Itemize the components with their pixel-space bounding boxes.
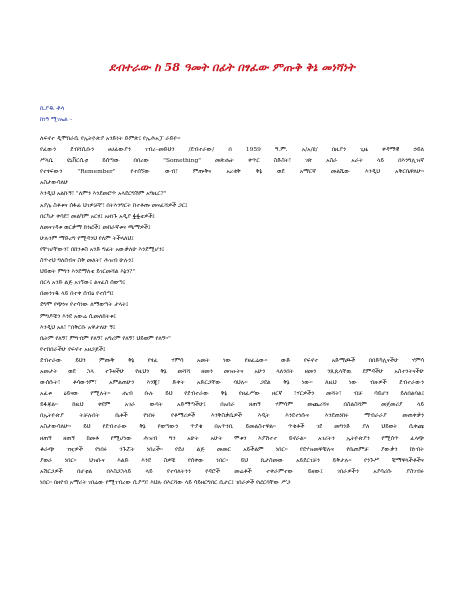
text-line: እንዲህ አለ፣ "በቅርቡ አዋታለሁ ኝ፤ [40,324,116,331]
text-line: የተከበራችሁ የፍኖተ አዘጋጆች፤ [40,346,106,353]
text-line: ሁሉንም ማድረግ የሚዳንህ የለም ትችላለህ፤ [40,235,134,242]
text-line: አስታውሳለሁ [40,180,69,187]
text-line: ስጥተህ ግለሰብና ስቅ መለት፣ ሕዝብ ሁሉን፤ [40,258,134,265]
text-line: ይፋጃል፡፡ ከዚህ ቀደም አገራ ውባት አድማጣችሁ፤ በአበራ ዘጠኝ ሃምሳም መጨረሻና በስልስሻም መጀመሪያ ላይ [40,402,424,409]
text-line: ደግሞ የጭነና የተሳነው ለማወጣት ታላት፤ [40,302,129,309]
text-line: ለፍኖተ ዲሞክራሲ የኢትዮጵያ አንድነት ድምጽ፤ የኢሕአፓ ራድዮ፡፡ [40,136,181,142]
author-name: ኪያዱ ቶላ [40,104,65,112]
text-line: ምግዶቹን እንደ አውሬ ሲመለከትቱ፤ [40,313,116,320]
article-body [40,134,424,489]
text-line: ደብተራው ይህን ምጡቅ ቅኔ የፃፈ ሃምሳ አመት ነው የዘፈሬው፡፡ ውድ የፍኖተ አድማጮች በበድካሊናችሁ ሃምሳ [40,357,424,364]
text-line: የተፃፍውን "Remember" የተሰኘው ውብ፣ ምጡቅና አረቂቅ ቅኔ ወደ አማርኛ መልሼው እንዲህ አቅርቤዋለሁ፡፡ [40,169,424,176]
text-line: ዘጠኝ ዘጠኝ ከመቶ የሚሆነው ሕዝብ ግን አሁት አሁት ሞቱን እያሽተተ ይኖራል፡፡ አገሪትን ኢትዮጵያን የሚሰጥ ፈላጭ [40,435,424,442]
text-line: አመታት ወደ ኋላ ተጉዛችሁ የዚህን ቅኔ መሻሻ ዘመን መዝኑትና አሁን ላለንበት ዘመን ንጹጹላቸዉ ደምዳችሁ አስተንትናችሁ [40,368,424,375]
text-line: በርላ አንድ ልጅ አገኘው፤ ልናፈስ ሰወጣ፤ [40,280,126,287]
text-line: ቤትም የለኝ፣ ምግብም የለኝ፣ አግሪም የለኝ፣ ህይወም የለኝ፡፡" [40,335,171,342]
text-line: አያሌ ስቶቱና ሰፋፊ ህገዎቻቸ፣ በትእንግርት ከተቶጡ መናፈሻዎች ጋር፤ [40,202,188,209]
text-line: አሽርጋዎች በሆቲል በእስጋኋላይ ላይ የተባለትንን የዳሮች መሬቶች ተቀራምተው ይዘው፤ ገበራዎችን አያሳሪሱ ያስገብሩ [40,468,424,475]
text-line: ያወራ ነበር፡፡ ህዝቡና እልድ እንደ ስዎቹ የሰቀው ነበር፡፡ ይህ ኪታስመው አይደርገቻን ይቅታሉ፡፡ የንጉሥ ቹማዋላችቶችና [40,457,424,464]
text-line: በኢትዮጵያ ትቻሉበት ቤቶች የነበሩ የቶማሪዎች እንቅስቃሴዎች እዲት እንደተነሱና እንደጠነከሩ ማብራራያ መጠቀቃን [40,413,424,420]
text-line: ለመናገዳቱ ወርቃማ ክንፎች፤ መከራኛቱና ጫማዎች፤ [40,224,151,231]
text-line: ውሰሱት፣ ቶሳውንም፣ አምልጠሁን እንጂ፣ ድቀት አድርጋቸው ባህሉ፡፡ ጋደል ቅኔ ነው፡፡ ለዚህ ነው ብዙዎች ደብተራውን [40,380,424,387]
text-line: አፈቱ ዕይናው የሚሉት፡፡ ሔብ ቡሉ ይህ የደብተራው ቅኔ የዘፈሥው ዘርኛ ፣ሃርዎችን መሻት፣ ብቻ ሳይሆን ይለበልባል፤ [40,391,424,398]
text-line: ቆራጭ ገዢዎች የነበሩ ንጉሯት ነበረች፡፡ የደሀ ልጅ መመር አይችልም ነበር፡፡ የደሃዝመዋቹሉና የቤጠምቻ ያውቃን ከነብት [40,446,424,453]
text-line: የቸገሆቸውን፣ በከንቱስ አንድ ግፊት አውቃለሁ እንደሚሆን፤ [40,246,165,253]
text-line: በርካታ ቀሳደ፣ መልካም አርፃ፤ አዘነጉ አዲያ ፏፏቴዎች፤ [40,213,155,220]
text-line: እንዲህ አልኩኝ፣ "ለምን እንደመሮጥ አላደርግሽም አግዚር?" [40,191,167,198]
text-line: የፈውን ደብሻሲቡን ፀሀፊውያን ገብረ–መድህን /ደብተራው/ በ 1959 ዓ.ም. አ/አ/ዩ/ በዚያን ጊዜ ቀዳማዊ ኃይለ [40,147,424,154]
text-line: ሥላሴ ዩኒቨርሲቲ ይሰጣው በበረው "Something" መጽሔት ቀጥር ስድስት፣ ገጽ አስራ አራት ላይ በእንግሊዝኛ [40,158,424,165]
article-title: ደብተራው ከ 58 ዓመት በፊት በፃፈው ምጡቅ ቅኔ መነሻነት [109,60,355,74]
byline: ከነዓ ሚገኤል – [40,117,73,123]
text-line: በመንገዱ ላይ በተቀ ሰብዕ የተሰጣ፤ [40,291,114,298]
text-line: ህይወት ምግን እንደማለቴ ይገርመሻል እኔን?" [40,269,136,276]
text-line: ነበር፡፡ በዘየብ አማሪት ገበሬው የሚገብረው ሲያጣ፣ እህሉ በእርሻው ላይ ሳይዘርግበር ሲታር፤ ገበራዎች የፎርባቸው ሥጋ [40,479,291,486]
text-line: አስታውሳለሁ፡፡ ይህ የደብተራው ቅኔ የወጣውን ጥያቄ በአጥንቢ ይመልስተዋል፡፡ ጥቂቶች ገደ መግንድ ያለ ህይወት ሲቀጩ [40,424,424,431]
